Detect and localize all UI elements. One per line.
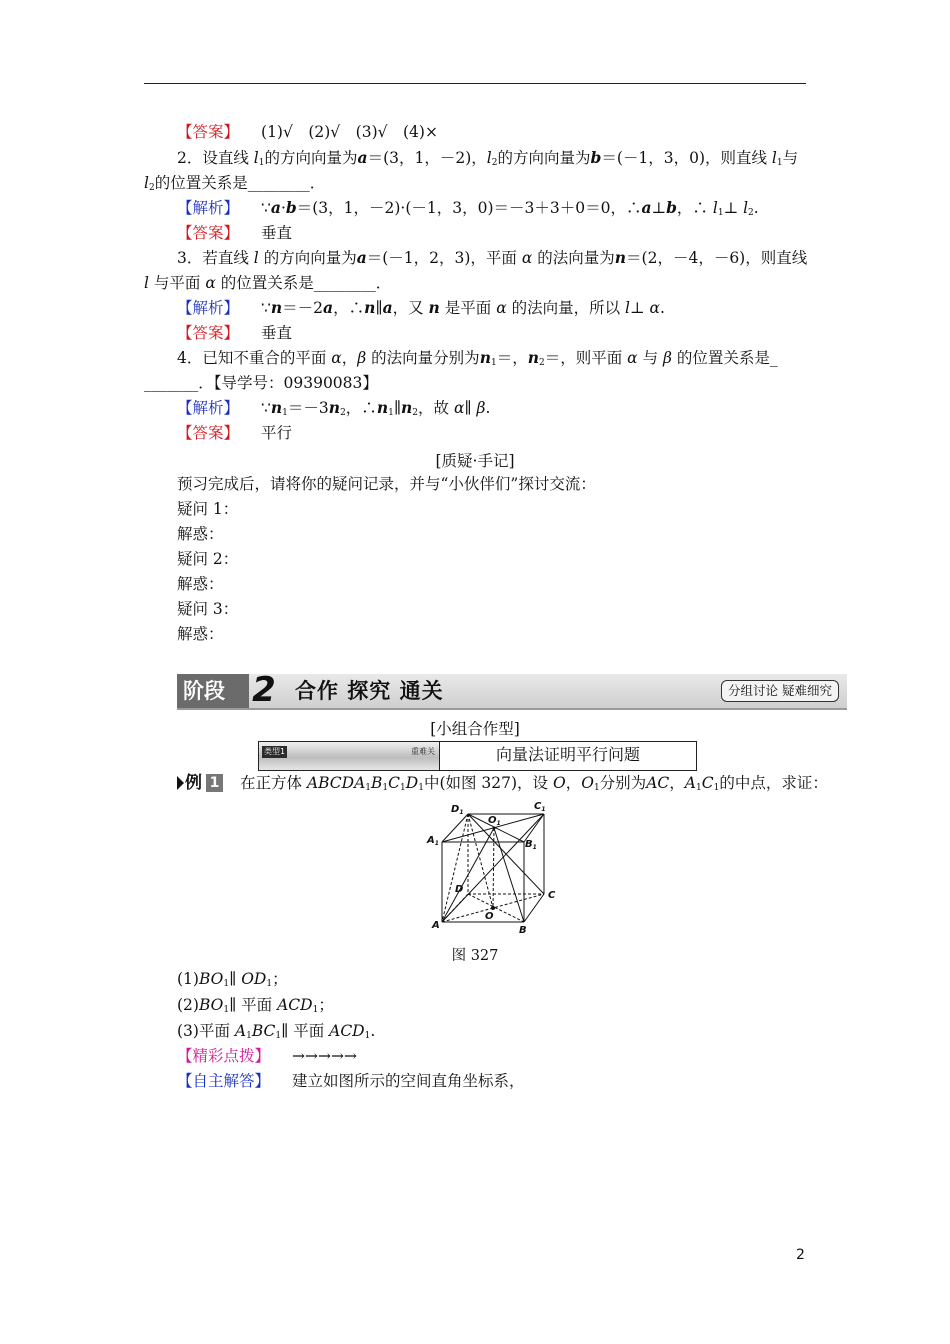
note-answer-1: 解惑：: [177, 525, 224, 543]
analysis-tag: 【解析】: [177, 399, 240, 417]
note-answer-2: 解惑：: [177, 575, 224, 593]
label-o: O: [485, 911, 494, 922]
answer-text: (1)√ (2)√ (3)√ (4)×: [261, 123, 438, 141]
type-badge: 类型1: [264, 747, 286, 756]
answer-tag: 【答案】: [177, 224, 240, 242]
point-o1: [493, 827, 496, 830]
label-c: C: [548, 890, 556, 901]
question-3-line-1: 3．若直线 l 的方向向量为a＝(－1，2，3)，平面 α 的法向量为n＝(2，－4，－6)，则直线: [177, 248, 808, 267]
answer-4: 【答案】 平行: [177, 424, 293, 442]
solution-line: [177, 1071, 525, 1091]
note-question-3: 疑问 3：: [177, 600, 239, 618]
type-title: 向量法证明平行问题: [495, 745, 640, 764]
hint-tag: 【精彩点拨】: [177, 1047, 271, 1065]
solution-tag: 【自主解答】: [177, 1072, 271, 1090]
proof-item-2: $(2)BO_1\parallel$ 平面 $ACD_1$；: [177, 996, 334, 1015]
question-2-line-2: $l_2$的位置关系是________．: [144, 174, 326, 193]
analysis-4: 【解析】 $\because n_1=-3n_2$，$\therefore n_1\parallel n_2$，故 α∥ β.: [177, 398, 491, 418]
label-b: B: [519, 925, 527, 934]
triangle-icon: [177, 776, 184, 790]
notes-heading: [质疑·手记]: [435, 452, 515, 470]
answer-tag: 【答案】: [177, 123, 240, 141]
analysis-tag: 【解析】: [177, 299, 240, 317]
banner-subtitle-badge: 分组讨论 疑难细究: [721, 680, 839, 702]
header-rule: [144, 83, 806, 84]
label-c1: $C_1$: [534, 801, 546, 813]
difficulty-badge: 重难关: [411, 747, 435, 756]
analysis-3: 【解析】 ∵n＝－2a，∴n∥a，又 n 是平面 α 的法向量，所以 l⊥ α.: [177, 298, 665, 317]
example-label: 例: [185, 773, 202, 793]
label-o1: $O_1$: [488, 815, 501, 827]
banner-stage-label: 阶段: [177, 674, 249, 708]
example-number: 1: [206, 774, 223, 792]
proof-item-1: $(1)BO_1\parallel$ $OD_1$；: [177, 970, 288, 989]
answer-tag: 【答案】: [177, 324, 240, 342]
label-d1: $D_1$: [451, 804, 464, 816]
banner-stage-number: 2: [252, 670, 276, 710]
label-d: D: [455, 884, 464, 895]
notes-intro: 预习完成后，请将你的疑问记录，并与“小伙伴们”探讨交流：: [177, 475, 596, 493]
page-number: 2: [796, 1247, 805, 1263]
question-4-line-2: _______．【导学号：09390083】: [144, 374, 378, 392]
label-a: A: [432, 920, 440, 931]
label-a1: $A_1$: [427, 835, 439, 847]
figure-caption: 图 327: [451, 948, 499, 964]
analysis-tag: 【解析】: [177, 199, 240, 217]
answer-3: 【答案】 垂直: [177, 324, 293, 342]
note-question-1: 疑问 1：: [177, 500, 239, 518]
type-box: [258, 741, 697, 771]
type-box-label-area: [259, 742, 440, 770]
cube-figure: [424, 797, 564, 934]
solution-text: 建立如图所示的空间直角坐标系，: [292, 1072, 525, 1090]
note-question-2: 疑问 2：: [177, 550, 239, 568]
answer-1: [177, 122, 438, 142]
analysis-2: 【解析】 ∵a·b＝(3，1，－2)·(－1，3，0)＝－3＋3＋0＝0，∴a⊥b，∴ $l_1\perp$ $l_2$.: [177, 198, 759, 218]
question-4-line-1: 4．已知不重合的平面 α，β 的法向量分别为$n_1=$，$n_2=$，则平面 α 与 β 的位置关系是_: [177, 348, 778, 368]
hint-line: [177, 1046, 357, 1066]
example-marker: [177, 772, 225, 794]
banner-title: 合作 探究 通关: [295, 679, 444, 703]
group-heading: [小组合作型]: [430, 720, 520, 738]
question-2-line-1: 2．设直线 $l_1$的方向向量为a＝(3，1，－2)，$l_2$的方向向量为b＝(－1，3，0)，则直线 $l_1$与: [177, 148, 799, 168]
point-o: [491, 906, 495, 910]
answer-tag: 【答案】: [177, 424, 240, 442]
proof-item-3: (3)平面 $A_1BC_1\parallel$ 平面 $ACD_1$.: [177, 1022, 376, 1041]
question-3-line-2: l 与平面 α 的位置关系是________．: [144, 274, 392, 292]
answer-2: 【答案】 垂直: [177, 224, 293, 242]
example-statement: 在正方体 $ABCDA_1B_1C_1D_1$中(如图 327)，设 O，$O_1$分别为AC，$A_1C_1$的中点，求证：: [240, 774, 828, 793]
stage-banner: [177, 670, 847, 710]
note-answer-3: 解惑：: [177, 625, 224, 643]
hint-arrows: →→→→→: [292, 1047, 357, 1065]
label-b1: $B_1$: [525, 839, 537, 851]
